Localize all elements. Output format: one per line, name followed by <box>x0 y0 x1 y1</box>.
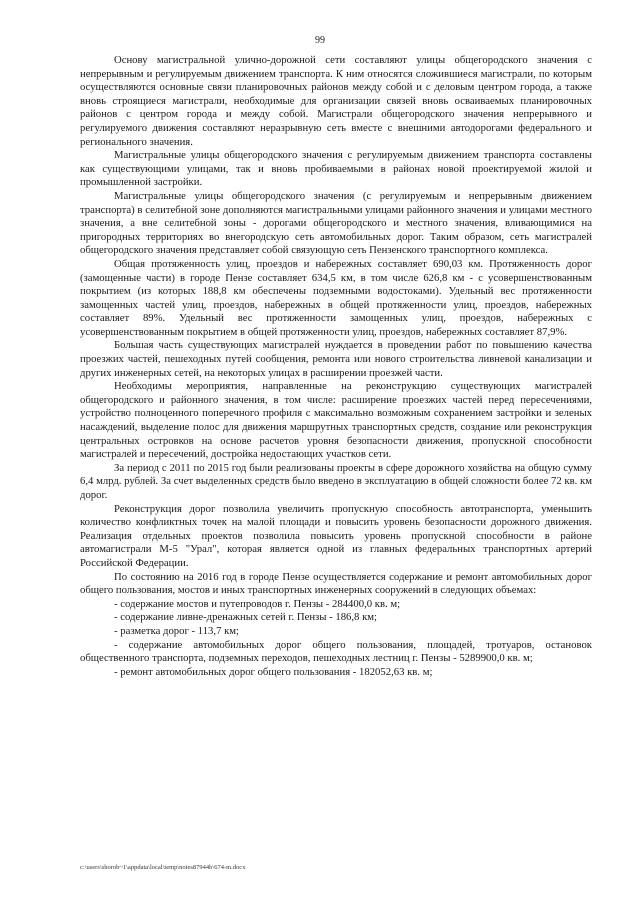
footer-file-path: c:\users\shorob~1\appdata\local\temp\notes87944b\674-m.docx <box>80 864 246 871</box>
paragraph: Основу магистральной улично-дорожной сети составляют улицы общегородского значения с непрерывным и регулируемым движением транспорта. К ним относятся сложившиеся магистрали, по которым осуществляются основные связи планировочных районов между собой и с деловым центром города, а также вновь строящиеся магистрали, необходимые для организации связей вновь осваиваемых планировочных районов с центром города и между собой. Магистрали общегородского значения непрерывного и регулируемого движения составляют неразрывную сеть вместе с внешними автодорогами федерального и регионального значения. <box>80 54 592 148</box>
paragraph: За период с 2011 по 2015 год были реализованы проекты в сфере дорожного хозяйства на общую сумму 6,4 млрд. рублей. За счет выделенных средств было введено в эксплуатацию в общей сложности более 72 кв. км дорог. <box>80 461 592 501</box>
paragraph: Реконструкция дорог позволила увеличить пропускную способность автотранспорта, уменьшить количество конфликтных точек на малой площади и повысить уровень безопасности дорожного движения. Реализация отдельных проектов позволила повысить уровень пропускной способности в районе автомагистрали М-5 "Урал", которая является одной из главных федеральных транспортных артерий Российской Федерации. <box>80 502 592 569</box>
page-number: 99 <box>315 35 325 46</box>
document-body <box>80 54 592 679</box>
paragraph: Магистральные улицы общегородского значения (с регулируемым и непрерывным движением транспорта) в селитебной зоне дополняются магистральными улицами районного значения и улицами местного значения, а вне селитебной зоны - дорогами общегородского и местного значения, вливающимися на пригородных территориях во внегородскую сеть автомобильных дорог. Таким образом, сеть магистралей общегородского значения представляет собой связующую сеть Пензенского транспортного комплекса. <box>80 189 592 257</box>
paragraph: Большая часть существующих магистралей нуждается в проведении работ по повышению качества проезжих частей, пешеходных путей сообщения, ремонта или нового строительства ливневой канализации и других инженерных сетей, на некоторых улицах в расширении проезжей части. <box>80 339 592 379</box>
list-item: - содержание автомобильных дорог общего пользования, площадей, тротуаров, остановок общественного транспорта, подземных переходов, пешеходных лестниц г. Пензы - 5289900,0 кв. м; <box>80 638 592 665</box>
list-item: - разметка дорог - 113,7 км; <box>114 624 240 637</box>
list-item: - содержание ливне-дренажных сетей г. Пензы - 186,8 км; <box>114 611 378 624</box>
paragraph: Магистральные улицы общегородского значения с регулируемым движением транспорта составлены как существующими улицами, так и вновь пробиваемыми в районах новой проектируемой жилой и промышленной застройки. <box>80 149 592 189</box>
list-item: - содержание мостов и путепроводов г. Пензы - 284400,0 кв. м; <box>114 597 401 610</box>
list-item: - ремонт автомобильных дорог общего пользования - 182052,63 кв. м; <box>114 665 433 678</box>
paragraph: Необходимы мероприятия, направленные на реконструкцию существующих магистралей общегородского и районного значения, в том числе: расширение проезжих частей перед пересечениями, устройство полноценного поперечного профиля с максимально возможным сохранением застройки и зеленых насаждений, выделение полос для движения маршрутных транспортных средств, создание или реконструкция центральных островков на основе расчетов уровня безопасности движения, пропускной способности магистралей и пересечений, достройка недостающих участков сети. <box>80 380 592 461</box>
paragraph: По состоянию на 2016 год в городе Пензе осуществляется содержание и ремонт автомобильных дорог общего пользования, мостов и иных транспортных инженерных сооружений в следующих объемах: <box>80 570 592 597</box>
paragraph: Общая протяженность улиц, проездов и набережных составляет 690,03 км. Протяженность дорог (замощенные части) в городе Пензе составляет 634,5 км, в том числе 626,8 км - с усовершенствованным покрытием (из которых 188,8 км обеспечены подземными водостоками). Удельный вес протяженности замощенных частей улиц, проездов, набережных в общей протяженности улиц, проездов, набережных составляет 89%. Удельный вес протяженности замощенных улиц, проездов, набережных с усовершенствованным покрытием в общей протяженности улиц, проездов, набережных составляет 87,9%. <box>80 257 592 338</box>
